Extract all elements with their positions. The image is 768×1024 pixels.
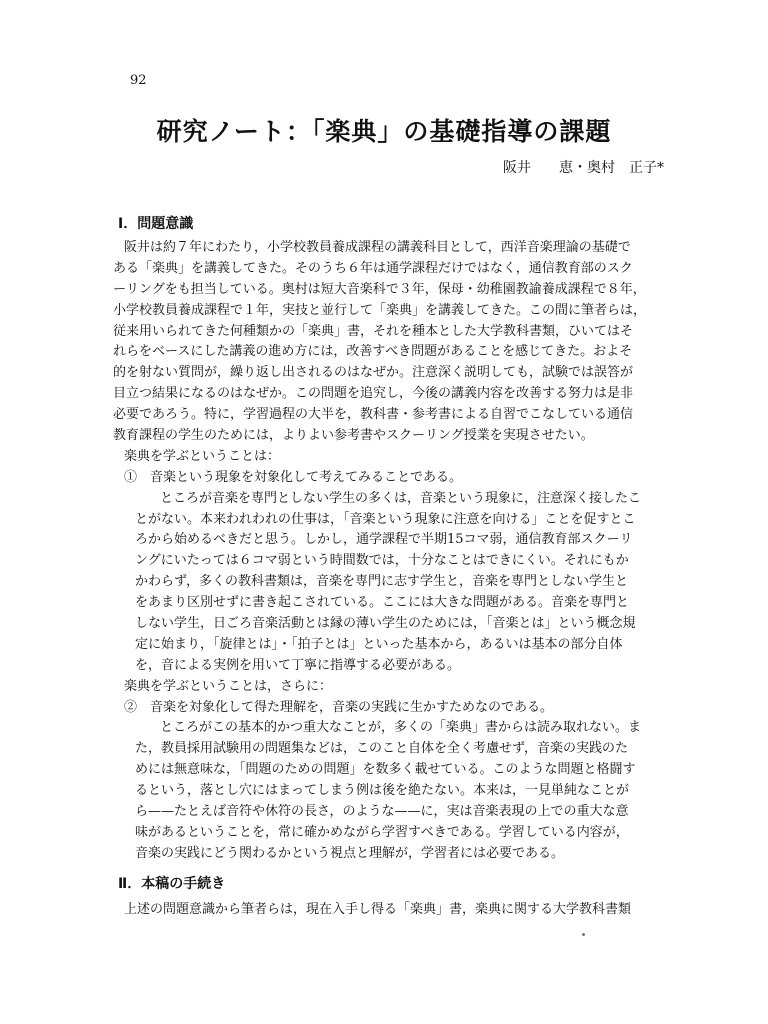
text-line: 必要であろう。特に，学習過程の大半を，教科書・参考書による自習でこなしている通信 xyxy=(113,407,634,423)
text-line: 教育課程の学生のためには，よりよい参考書やスクーリング授業を実現させたい。 xyxy=(113,428,594,444)
section-1-body xyxy=(100,238,700,865)
authors: 阪井 恵・奥村 正子* xyxy=(503,160,664,176)
text-line: 楽典を学ぶということは，さらに： xyxy=(124,678,333,694)
text-line: ろから始めるべきだと思う。しかし，通学課程で半期15コマ弱，通信教育部スクーリ xyxy=(135,532,633,548)
scan-speck xyxy=(582,933,585,936)
text-line: とがない。本来われわれの仕事は，「音楽という現象に注意を向ける」ことを促すとこ xyxy=(135,511,636,527)
text-line: 楽典を学ぶということは： xyxy=(124,448,281,464)
page-number: 92 xyxy=(130,73,147,88)
text-line: れらをベースにした講義の進め方には，改善すべき問題があることを感じてきた。およそ xyxy=(113,344,633,360)
text-line: 従来用いられてきた何種類かの「楽典」書，それを種本とした大学教科書類，ひいてはそ xyxy=(113,323,634,339)
text-line: 定に始まり，「旋律とは」・「拍子とは」といった基本から，あるいは基本の部分自体 xyxy=(135,636,623,652)
text-line: 味があるということを，常に確かめながら学習すべきである。学習している内容が， xyxy=(135,824,629,840)
text-line: ある「楽典」を講義してきた。そのうち６年は通学課程だけではなく，通信教育部のスク xyxy=(113,260,633,276)
text-line: ーリングをも担当している。奥村は短大音楽科で３年，保母・幼稚園教諭養成課程で８年， xyxy=(113,281,646,297)
section-heading-2: Ⅱ．本稿の手続き xyxy=(118,876,226,892)
list-item-1: ① 音楽という現象を対象化して考えてみることである。 xyxy=(124,469,463,485)
text-line: 小学校教員養成課程で１年，実技と並行して「楽典」を講義してきた。この間に筆者らは， xyxy=(113,302,647,318)
section-2-body xyxy=(100,900,700,921)
list-item-2: ② 音楽を対象化して得た理解を，音楽の実践に生かすためなのである。 xyxy=(124,699,554,715)
text-line: るという，落とし穴にはまってしまう例は後を絶たない。本来は，一見単純なことが xyxy=(135,783,630,799)
text-line: 上述の問題意識から筆者らは，現在入手し得る「楽典」書，楽典に関する大学教科書類 xyxy=(124,902,632,917)
text-line: ところが音楽を専門としない学生の多くは，音楽という現象に，注意深く接したこ xyxy=(160,490,642,506)
text-line: 目立つ結果になるのはなぜか。この問題を追究し，今後の講義内容を改善する努力は是非 xyxy=(113,386,634,402)
text-line: 音楽の実践にどう関わるかという視点と理解が，学習者には必要である。 xyxy=(135,845,565,861)
article-title: 研究ノート：「楽典」の基礎指導の課題 xyxy=(156,117,612,146)
text-line: めには無意味な，「問題のための問題」を数多く載せている。このような問題と格闘す xyxy=(135,762,636,778)
text-line: しない学生，日ごろ音楽活動とは縁の薄い学生のためには，「音楽とは」という概念規 xyxy=(135,616,636,632)
text-line: をあまり区別せずに書き起こされている。ここには大きな問題がある。音楽を専門と xyxy=(135,595,630,611)
section-heading-1: Ⅰ．問題意識 xyxy=(118,216,194,232)
text-line: 的を射ない質問が，繰り返し出されるのはなぜか。注意深く説明しても，試験では誤答が xyxy=(113,365,634,381)
text-line: ら——たとえば音符や休符の長さ，のような——に，実は音楽表現の上での重大な意 xyxy=(135,804,629,820)
text-line: を，音による実例を用いて丁寧に指導する必要がある。 xyxy=(135,657,461,673)
text-line: 阪井は約７年にわたり，小学校教員養成課程の講義科目として，西洋音楽理論の基礎で xyxy=(124,240,631,255)
text-line: ングにいたっては６コマ弱という時間数では，十分なことはできにくい。それにもか xyxy=(135,553,629,569)
text-line: ところがこの基本的かつ重大なことが，多くの「楽典」書からは読み取れない。ま xyxy=(160,720,642,736)
text-line: かわらず，多くの教科書類は，音楽を専門に志す学生と，音楽を専門としない学生と xyxy=(135,574,628,590)
text-line: た，教員採用試験用の問題集などは，このこと自体を全く考慮せず，音楽の実践のた xyxy=(135,741,628,757)
